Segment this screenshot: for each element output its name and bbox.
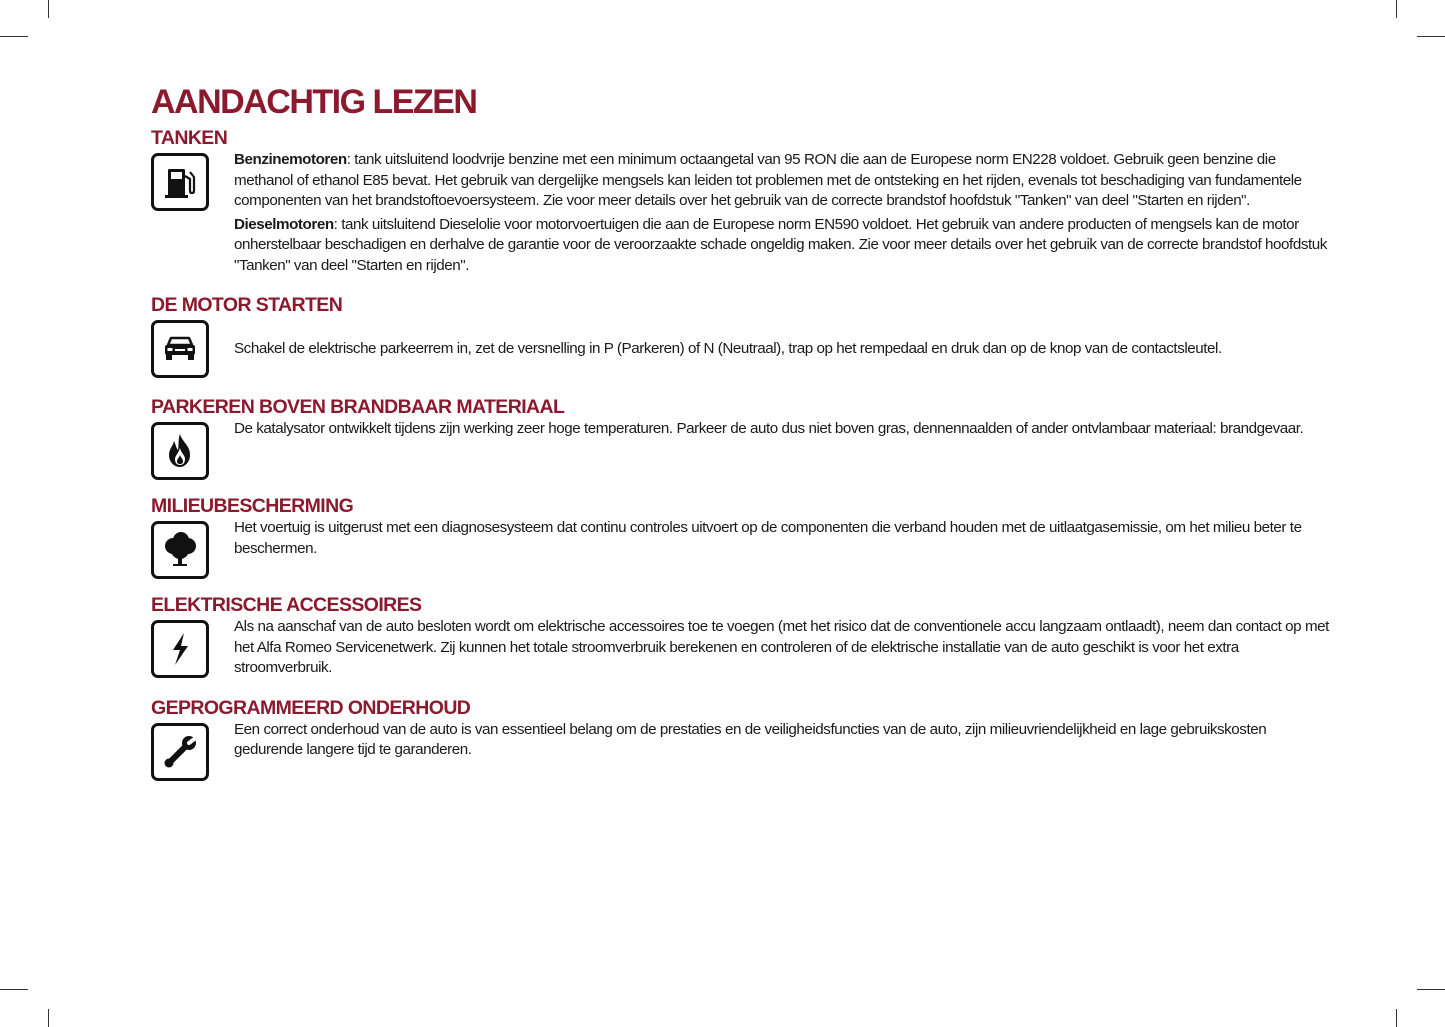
- paragraph-diesel: [234, 215, 1329, 277]
- page-content: [151, 82, 1331, 795]
- car-icon: [151, 320, 209, 378]
- text-benzine: : tank uitsluitend loodvrije benzine met een minimum octaangetal van 95 RON die aan de Europese norm EN228 voldoet. Gebruik geen benzine die methanol of ethanol E85 bevat. Het gebruik van dergelijke mengsels kan leiden tot problemen met de ontsteking en het rijden, evenals tot beschadiging van fundamentele componenten van het brandstoftoevoersysteem. Zie voor meer details over het gebruik van de correcte brandstof hoofdstuk "Tanken" van deel "Starten en rijden".: [234, 151, 1302, 209]
- crop-mark: [48, 1009, 49, 1027]
- crop-mark: [1396, 1009, 1397, 1027]
- crop-mark: [0, 989, 28, 990]
- fuel-pump-icon: [151, 153, 209, 211]
- section-tanken: [151, 126, 1331, 279]
- label-diesel: Dieselmotoren: [234, 215, 334, 233]
- section-title: DE MOTOR STARTEN: [151, 294, 343, 316]
- crop-mark: [1417, 36, 1445, 37]
- section-motor: [151, 293, 1331, 381]
- section-title: MILIEUBESCHERMING: [151, 495, 354, 517]
- wrench-icon: [151, 723, 209, 781]
- tree-icon: [151, 521, 209, 579]
- section-parkeren: [151, 395, 1331, 480]
- flame-icon: [151, 422, 209, 480]
- page-title: AANDACHTIG LEZEN: [151, 83, 477, 121]
- section-title: GEPROGRAMMEERD ONDERHOUD: [151, 696, 471, 719]
- crop-mark: [48, 0, 49, 18]
- section-milieu: [151, 494, 1331, 579]
- text-diesel: : tank uitsluitend Dieselolie voor motorvoertuigen die aan de Europese norm EN590 voldoet. Het gebruik van andere producten of mengsels kan de motor onherstelbaar beschadigen en derhalve de garantie voor de veroorzaakte schade ongeldig maken. Zie voor meer details over het gebruik van de correcte brandstof hoofdstuk "Tanken" van deel "Starten en rijden".: [234, 215, 1327, 274]
- lightning-icon: [151, 620, 209, 678]
- section-onderhoud: [151, 696, 1331, 781]
- crop-mark: [1417, 989, 1445, 990]
- crop-mark: [1396, 0, 1397, 18]
- paragraph-milieu: Het voertuig is uitgerust met een diagnosesysteem dat continu controles uitvoert op de componenten die verband houden met de uitlaatgasemissie, om het milieu beter te beschermen.: [234, 519, 1302, 557]
- paragraph-elektrisch: Als na aanschaf van de auto besloten wordt om elektrische accessoires toe te voegen (met het risico dat de conventionele accu langzaam ontlaadt), neem dan contact op met het Alfa Romeo Servicenetwerk. Zij kunnen het totale stroomverbruik berekenen en controleren of de elektrische installatie van de auto geschikt is voor het extra stroomverbruik.: [234, 618, 1329, 676]
- paragraph-motor: Schakel de elektrische parkeerrem in, zet de versnelling in P (Parkeren) of N (Neutraal), trap op het rempedaal en druk dan op de knop van de contactsleutel.: [234, 339, 1222, 357]
- section-elektrisch: [151, 593, 1331, 682]
- label-benzine: Benzinemotoren: [234, 151, 347, 168]
- paragraph-parkeren: De katalysator ontwikkelt tijdens zijn werking zeer hoge temperaturen. Parkeer de auto dus niet boven gras, dennennaalden of ander ontvlambaar materiaal: brandgevaar.: [234, 420, 1304, 437]
- paragraph-onderhoud: Een correct onderhoud van de auto is van essentieel belang om de prestaties en de veiligheidsfuncties van de auto, zijn milieuvriendelijkheid en lage gebruikskosten gedurende langere tijd te garanderen.: [234, 720, 1267, 758]
- section-title: TANKEN: [151, 127, 228, 149]
- paragraph-benzine: [234, 150, 1329, 212]
- section-title: PARKEREN BOVEN BRANDBAAR MATERIAAL: [151, 396, 565, 418]
- crop-mark: [0, 36, 28, 37]
- section-title: ELEKTRISCHE ACCESSOIRES: [151, 594, 422, 616]
